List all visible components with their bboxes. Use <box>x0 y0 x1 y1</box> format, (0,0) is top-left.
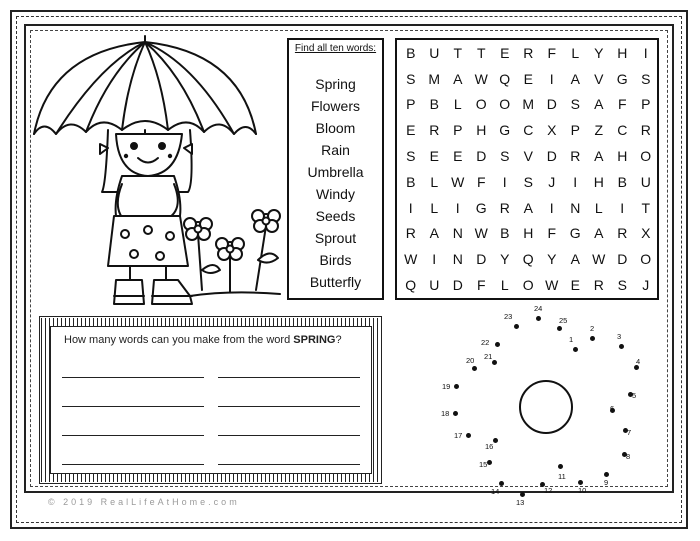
grid-letter[interactable]: T <box>476 44 486 61</box>
grid-letter[interactable]: U <box>429 44 440 61</box>
dot-number: 12 <box>544 486 553 495</box>
dot-point[interactable] <box>590 336 595 341</box>
dot-number: 16 <box>485 442 494 451</box>
grid-letter[interactable]: T <box>453 44 463 61</box>
dot-point[interactable] <box>514 324 519 329</box>
grid-letter[interactable]: H <box>593 173 604 190</box>
grid-letter[interactable]: G <box>499 122 511 139</box>
dot-point[interactable] <box>536 316 541 321</box>
grid-letter[interactable]: C <box>617 122 628 139</box>
grid-letter[interactable]: L <box>453 96 462 113</box>
grid-letter[interactable]: P <box>406 96 416 113</box>
grid-letter[interactable]: O <box>522 277 534 294</box>
grid-letter[interactable]: M <box>428 70 441 87</box>
dot-point[interactable] <box>604 472 609 477</box>
grid-letter[interactable]: W <box>474 70 488 87</box>
grid-letter[interactable]: A <box>429 225 439 242</box>
word-list-item: Spring <box>315 76 356 92</box>
dot-number: 7 <box>627 428 632 437</box>
dot-number: 2 <box>590 324 595 333</box>
grid-letter[interactable]: F <box>547 225 557 242</box>
girl-umbrella-illustration <box>30 34 285 309</box>
dot-point[interactable] <box>619 344 624 349</box>
grid-letter[interactable]: Q <box>522 251 534 268</box>
grid-letter[interactable]: A <box>453 70 463 87</box>
grid-letter[interactable]: S <box>523 173 533 190</box>
grid-letter[interactable]: I <box>620 199 625 216</box>
dot-number: 25 <box>559 316 568 325</box>
dot-point[interactable] <box>453 411 458 416</box>
answer-line[interactable] <box>62 377 204 378</box>
word-list-item: Umbrella <box>307 164 364 180</box>
dot-number: 13 <box>516 498 525 507</box>
grid-letter[interactable]: U <box>429 277 440 294</box>
word-list-item: Flowers <box>310 98 360 114</box>
word-list-item: Windy <box>316 186 355 202</box>
word-list-item: Rain <box>321 142 350 158</box>
grid-letter[interactable]: F <box>476 173 486 190</box>
grid-letter[interactable]: D <box>476 148 487 165</box>
grid-letter[interactable]: Y <box>500 251 510 268</box>
grid-letter[interactable]: E <box>500 44 510 61</box>
grid-letter[interactable]: I <box>549 70 554 87</box>
grid-letter[interactable]: P <box>570 122 580 139</box>
grid-letter[interactable]: E <box>406 122 416 139</box>
dot-point[interactable] <box>454 384 459 389</box>
grid-letter[interactable]: N <box>452 225 463 242</box>
grid-letter[interactable]: R <box>405 225 416 242</box>
grid-letter[interactable]: E <box>453 148 463 165</box>
grid-letter[interactable]: B <box>617 173 627 190</box>
grid-letter[interactable]: A <box>570 70 580 87</box>
grid-letter[interactable]: W <box>474 225 488 242</box>
grid-letter[interactable]: L <box>594 199 603 216</box>
grid-letter[interactable]: Y <box>594 44 604 61</box>
grid-letter[interactable]: R <box>429 122 440 139</box>
grid-letter[interactable]: P <box>453 122 463 139</box>
answer-line[interactable] <box>62 435 204 436</box>
grid-letter[interactable]: H <box>523 225 534 242</box>
grid-letter[interactable]: H <box>476 122 487 139</box>
grid-letter[interactable]: V <box>523 148 533 165</box>
grid-letter[interactable]: H <box>617 148 628 165</box>
grid-letter[interactable]: R <box>593 277 604 294</box>
grid-letter[interactable]: A <box>594 96 604 113</box>
grid-letter[interactable]: L <box>430 199 439 216</box>
grid-letter[interactable]: O <box>475 96 487 113</box>
dot-number: 21 <box>484 352 493 361</box>
grid-letter[interactable]: U <box>640 173 651 190</box>
grid-letter[interactable]: Q <box>499 70 511 87</box>
dot-point[interactable] <box>520 492 525 497</box>
grid-letter[interactable]: G <box>616 70 628 87</box>
answer-line[interactable] <box>218 406 360 407</box>
word-list-item: Bloom <box>315 120 356 136</box>
dot-point[interactable] <box>557 326 562 331</box>
grid-letter[interactable]: X <box>641 225 651 242</box>
grid-letter[interactable]: D <box>546 148 557 165</box>
word-list-item: Seeds <box>315 208 356 224</box>
dot-point[interactable] <box>499 481 504 486</box>
grid-letter[interactable]: V <box>594 70 604 87</box>
question-panel <box>50 326 372 474</box>
dot-number: 24 <box>534 304 543 313</box>
grid-letter[interactable]: L <box>430 173 439 190</box>
dot-number: 19 <box>442 382 451 391</box>
grid-letter[interactable]: B <box>429 96 439 113</box>
grid-letter[interactable]: Z <box>594 122 604 139</box>
answer-line[interactable] <box>218 377 360 378</box>
grid-letter[interactable]: N <box>570 199 581 216</box>
word-list-item: Butterfly <box>309 274 362 290</box>
grid-letter[interactable]: S <box>570 96 580 113</box>
grid-letter[interactable]: F <box>617 96 627 113</box>
dot-number: 6 <box>610 404 615 413</box>
grid-letter[interactable]: R <box>523 44 534 61</box>
grid-letter[interactable]: Y <box>547 251 557 268</box>
grid-letter[interactable]: I <box>408 199 413 216</box>
grid-letter[interactable]: E <box>429 148 439 165</box>
answer-line[interactable] <box>218 435 360 436</box>
dot-number: 22 <box>481 338 490 347</box>
dot-point[interactable] <box>578 480 583 485</box>
dot-number: 18 <box>441 409 450 418</box>
grid-letter[interactable]: R <box>570 148 581 165</box>
dot-point[interactable] <box>558 464 563 469</box>
grid-letter[interactable]: S <box>406 70 416 87</box>
grid-letter[interactable]: A <box>594 225 604 242</box>
grid-letter[interactable]: I <box>502 173 507 190</box>
grid-letter[interactable]: B <box>500 225 510 242</box>
grid-letter[interactable]: E <box>570 277 580 294</box>
grid-letter[interactable]: R <box>640 122 651 139</box>
grid-letter[interactable]: S <box>641 70 651 87</box>
dot-number: 5 <box>632 391 637 400</box>
dot-point[interactable] <box>495 342 500 347</box>
grid-letter[interactable]: M <box>522 96 535 113</box>
dot-point[interactable] <box>472 366 477 371</box>
grid-letter[interactable]: X <box>547 122 557 139</box>
grid-letter[interactable]: E <box>523 70 533 87</box>
grid-letter[interactable]: G <box>475 199 487 216</box>
dot-number: 8 <box>626 452 631 461</box>
grid-letter[interactable]: B <box>406 173 416 190</box>
grid-letter[interactable]: C <box>523 122 534 139</box>
grid-letter[interactable]: I <box>643 44 648 61</box>
grid-letter[interactable]: I <box>573 173 578 190</box>
grid-letter[interactable]: T <box>641 199 651 216</box>
word-list-title: Find all ten words: <box>294 43 377 54</box>
grid-letter[interactable]: R <box>617 225 628 242</box>
grid-letter[interactable]: O <box>640 251 652 268</box>
grid-letter[interactable]: W <box>545 277 559 294</box>
grid-letter[interactable]: W <box>451 173 465 190</box>
grid-letter[interactable]: O <box>499 96 511 113</box>
grid-letter[interactable]: L <box>571 44 580 61</box>
answer-line[interactable] <box>62 464 204 465</box>
dot-number: 4 <box>636 357 641 366</box>
dot-point[interactable] <box>573 347 578 352</box>
grid-letter[interactable]: A <box>570 251 580 268</box>
grid-letter[interactable]: D <box>546 96 557 113</box>
grid-letter[interactable]: J <box>642 277 650 294</box>
grid-letter[interactable]: Q <box>405 277 417 294</box>
grid-letter[interactable]: P <box>641 96 651 113</box>
grid-letter[interactable]: J <box>548 173 556 190</box>
grid-letter[interactable]: W <box>404 251 418 268</box>
dot-number: 3 <box>617 332 622 341</box>
question-text: How many words can you make from the word SPRING? <box>64 334 342 346</box>
dot-number: 9 <box>604 478 609 487</box>
answer-line[interactable] <box>62 406 204 407</box>
grid-letter[interactable]: W <box>592 251 606 268</box>
word-search-grid <box>397 40 657 298</box>
grid-letter[interactable]: L <box>500 277 509 294</box>
dot-number: 14 <box>491 487 500 496</box>
grid-letter[interactable]: D <box>617 251 628 268</box>
grid-letter[interactable]: I <box>455 199 460 216</box>
word-list-item: Birds <box>319 252 352 268</box>
dot-to-dot-circle <box>517 378 575 436</box>
grid-letter[interactable]: G <box>569 225 581 242</box>
grid-letter[interactable]: B <box>406 44 416 61</box>
answer-line[interactable] <box>218 464 360 465</box>
grid-letter[interactable]: D <box>452 277 463 294</box>
copyright-text: © 2019 RealLifeAtHome.com <box>48 497 240 507</box>
grid-letter[interactable]: F <box>547 44 557 61</box>
grid-letter[interactable]: N <box>452 251 463 268</box>
word-list-item: Sprout <box>314 230 357 246</box>
dot-number: 20 <box>466 356 475 365</box>
grid-letter[interactable]: I <box>549 199 554 216</box>
dot-number: 1 <box>569 335 574 344</box>
grid-letter[interactable]: S <box>500 148 510 165</box>
grid-letter[interactable]: A <box>523 199 533 216</box>
dot-number: 23 <box>504 312 513 321</box>
grid-letter[interactable]: O <box>640 148 652 165</box>
grid-letter[interactable]: H <box>617 44 628 61</box>
dot-number: 17 <box>454 431 463 440</box>
grid-letter[interactable]: A <box>594 148 604 165</box>
grid-letter[interactable]: I <box>432 251 437 268</box>
dot-number: 15 <box>479 460 488 469</box>
dot-number: 10 <box>578 486 587 495</box>
grid-letter[interactable]: F <box>476 277 486 294</box>
grid-letter[interactable]: S <box>406 148 416 165</box>
question-highlight-word: SPRING <box>293 334 336 346</box>
grid-letter[interactable]: D <box>476 251 487 268</box>
grid-letter[interactable]: R <box>499 199 510 216</box>
dot-number: 11 <box>558 472 566 481</box>
dot-point[interactable] <box>466 433 471 438</box>
grid-letter[interactable]: S <box>617 277 627 294</box>
